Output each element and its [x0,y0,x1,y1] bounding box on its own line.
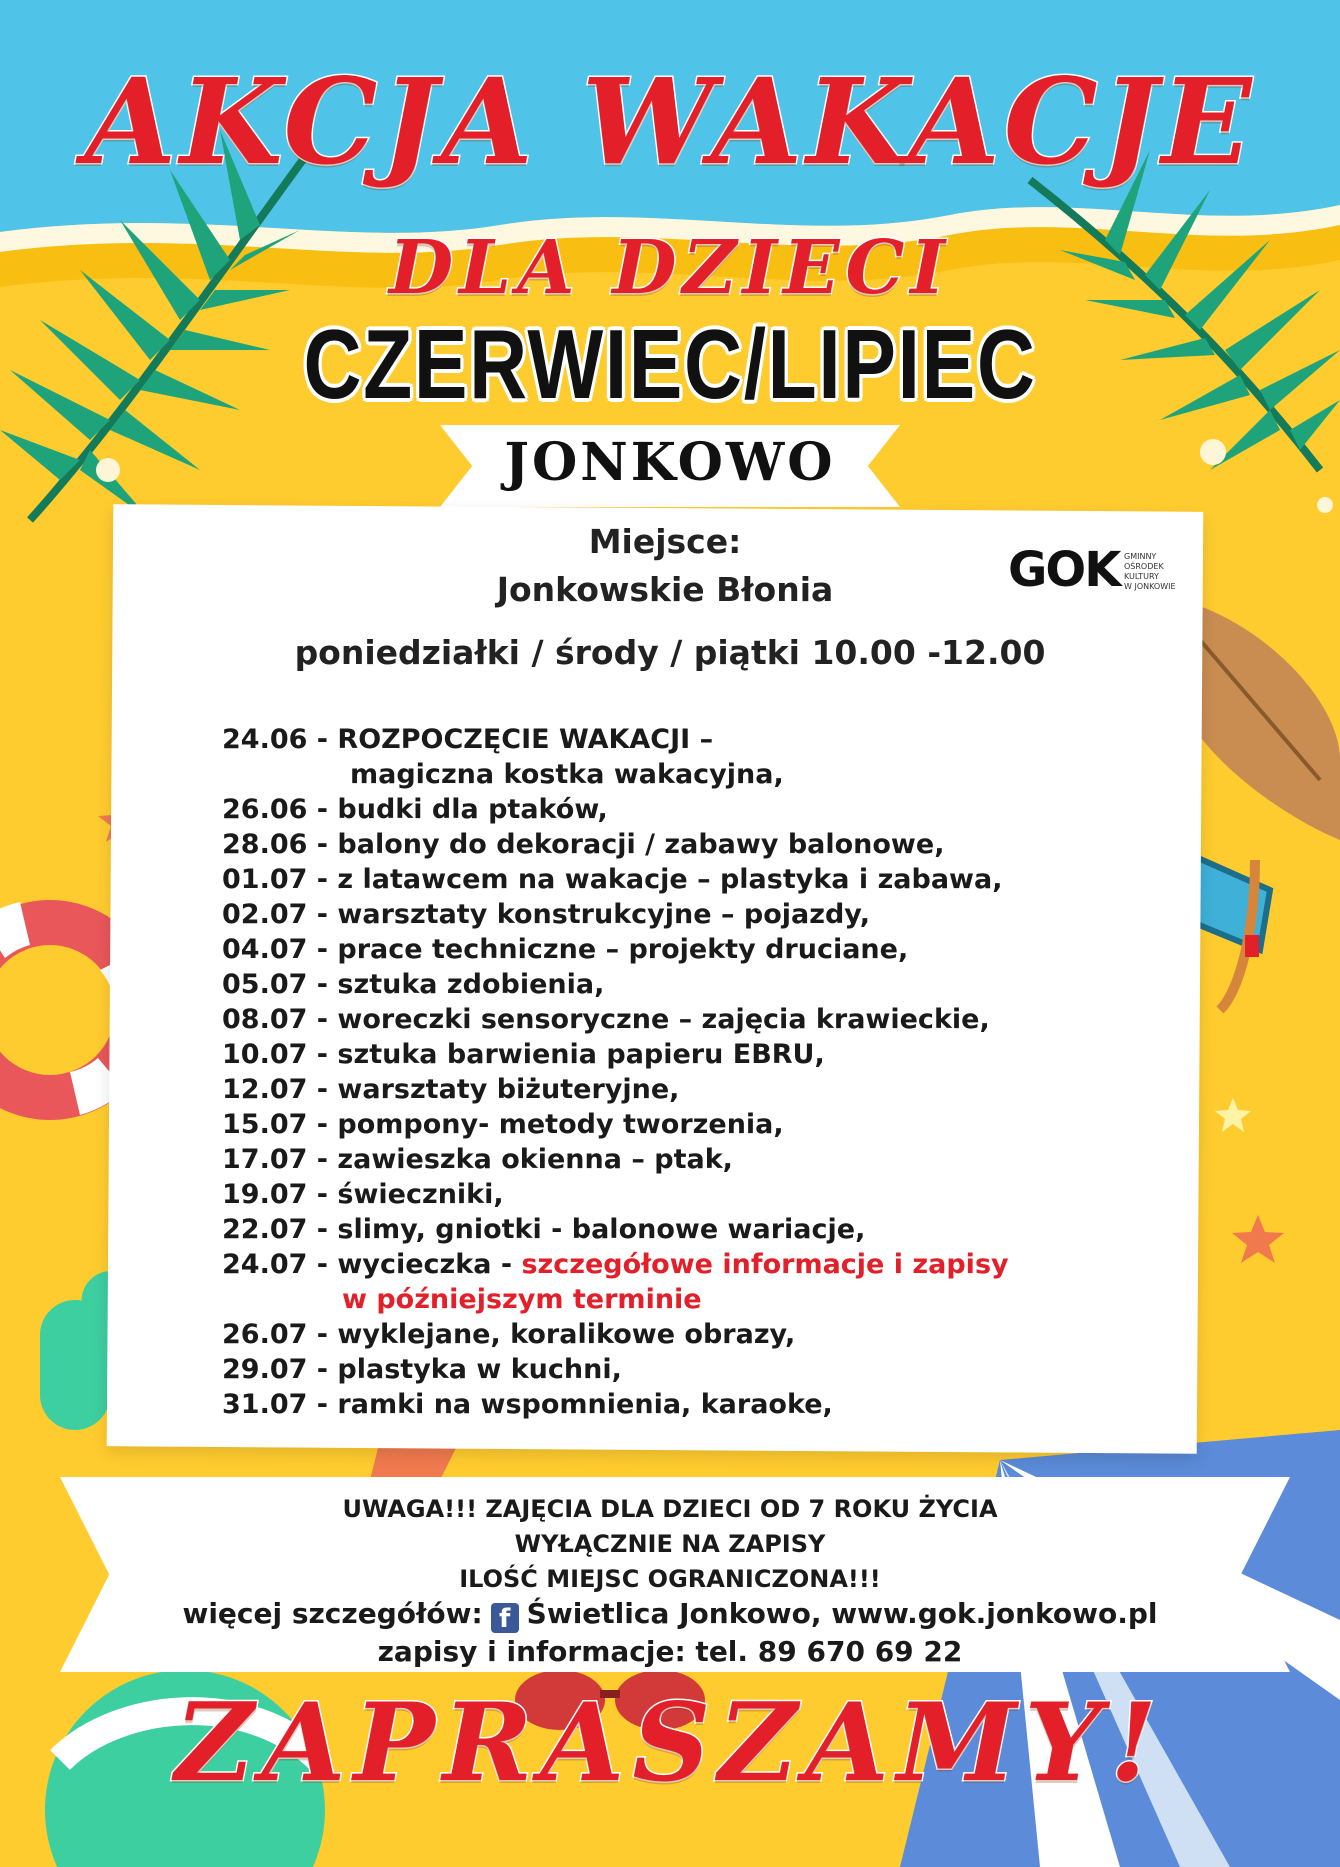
schedule-highlight: szczegółowe informacje i zapisy [521,1249,1009,1280]
main-title: AKCJA WAKACJE [84,52,1256,191]
schedule-row: 01.07 - z latawcem na wakacje – plastyka i zabawa, [222,864,1003,895]
invite-heading: ZAPRASZAMY! [174,1680,1166,1806]
logo-line: KULTURY [1124,572,1159,581]
schedule-row: 31.07 - ramki na wspomnienia, karaoke, [222,1389,833,1420]
schedule-row: 12.07 - warsztaty biżuteryjne, [222,1074,680,1105]
schedule-row: 05.07 - sztuka zdobienia, [222,969,605,1000]
notice-line: ILOŚĆ MIEJSC OGRANICZONA!!! [459,1565,881,1593]
logo-text [1124,552,1194,592]
surfboard-icon [1180,600,1340,840]
schedule-row: 26.06 - budki dla ptaków, [222,794,608,825]
town-name: JONKOWO [504,432,836,493]
notice-line: UWAGA!!! ZAJĘCIA DLA DZIECI OD 7 ROKU ŻYCIA [342,1495,998,1523]
place-label: Miejsce: [588,522,742,561]
schedule-row: 15.07 - pompony- metody tworzenia, [222,1109,784,1140]
schedule-row-text: 24.07 - wycieczka - [222,1249,522,1280]
subtitle: DLA DZIECI [388,225,952,311]
schedule-row: 02.07 - warsztaty konstrukcyjne – pojazdy, [222,899,871,930]
schedule-row: magiczna kostka wakacyjna, [350,759,784,790]
schedule-days: poniedziałki / środy / piątki 10.00 -12.00 [294,633,1046,672]
months-heading: CZERWIEC/LIPIEC [303,309,1037,419]
schedule-row: 19.07 - świeczniki, [222,1179,504,1210]
schedule-row: 24.06 - ROZPOCZĘCIE WAKACJI – [222,724,714,755]
schedule-row [222,1247,1102,1282]
facebook-icon: f [491,1603,519,1633]
schedule-row: 28.06 - balony do dekoracji / zabawy balonowe, [222,829,945,860]
schedule-row: 08.07 - woreczki sensoryczne – zajęcia krawieckie, [222,1004,990,1035]
signup-info: zapisy i informacje: tel. 89 670 69 22 [377,1635,963,1668]
star-icon [1215,1098,1251,1132]
logo-line: W JONKOWIE [1124,582,1176,591]
schedule-list [222,722,1102,1422]
gok-logo [1008,542,1178,602]
schedule-row [222,1282,1102,1317]
more-details [0,1597,1340,1633]
more-details-label: więcej szczegółów: [182,1597,483,1630]
schedule-row: 29.07 - plastyka w kuchni, [222,1354,622,1385]
more-details-value[interactable]: Świetlica Jonkowo, www.gok.jonkowo.pl [526,1597,1158,1630]
schedule-row: 26.07 - wyklejane, koralikowe obrazy, [222,1319,796,1350]
logo-line: GMINNY [1124,552,1157,561]
schedule-row: 22.07 - slimy, gniotki - balonowe wariacje, [222,1214,866,1245]
logo-line: OŚRODEK [1124,562,1164,571]
schedule-row: 10.07 - sztuka barwienia papieru EBRU, [222,1039,825,1070]
schedule-highlight: w późniejszym terminie [342,1284,702,1315]
place-name: Jonkowskie Błonia [496,570,834,609]
schedule-row: 04.07 - prace techniczne – projekty druciane, [222,934,909,965]
logo-mark: GOK [1008,542,1120,598]
schedule-row: 17.07 - zawieszka okienna – ptak, [222,1144,733,1175]
notice-line: WYŁĄCZNIE NA ZAPISY [514,1530,826,1558]
